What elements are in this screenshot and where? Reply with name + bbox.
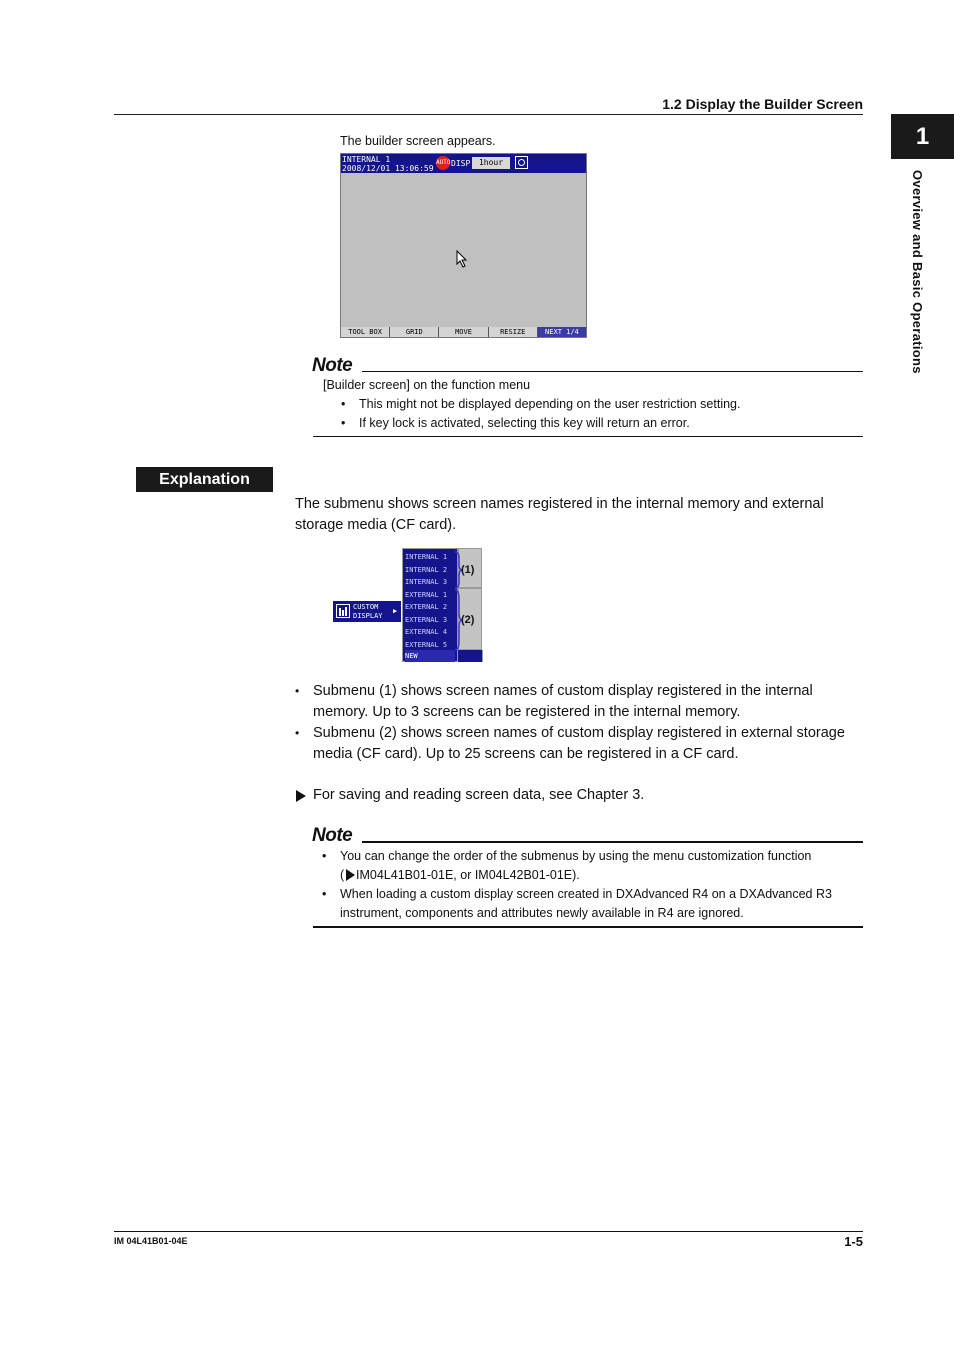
submenu-item: INTERNAL 2 [405,565,448,574]
soft-key-next: NEXT 1/4 [537,327,586,337]
hour-label: 1hour [472,157,510,169]
explanation-bullet-2a: Submenu (2) shows screen names of custom display registered in external storage [313,725,845,741]
chapter-label-text: Overview and Basic Operations [910,170,925,374]
submenu-item: EXTERNAL 1 [405,590,448,599]
note1-bullet-mark: • [341,397,346,411]
soft-key-toolbox: TOOL BOX [348,328,382,336]
reference-arrow-icon [345,868,356,882]
disp-label: DISP [451,159,471,168]
note2-bottom-rule [313,926,863,928]
menu-line-2: DISPLAY [353,612,383,620]
explanation-reference: For saving and reading screen data, see Chapter 3. [313,787,645,803]
note2-bullet-mark: • [322,849,327,863]
submenu-item: INTERNAL 1 [405,553,448,561]
note1-bottom-rule [313,436,863,437]
footer-rule [114,1231,863,1232]
submenu-item: INTERNAL 3 [405,578,448,586]
builder-caption: The builder screen appears. [340,134,496,148]
header-rule [114,114,863,115]
bullet-mark: • [295,726,300,740]
custom-display-icon [336,604,350,618]
chapter-tab: 1 [891,114,954,159]
camera-icon [515,156,528,169]
bracket-new-row [458,650,482,662]
mouse-cursor-icon [456,250,468,268]
submenu-label-2: (2) [461,614,475,626]
note2-bullet-1b: IM04L41B01-01E, or IM04L42B01-01E). [356,868,580,882]
section-title: 1.2 Display the Builder Screen [662,96,863,112]
bracket-edge [482,650,483,662]
submenu-item: EXTERNAL 4 [405,628,448,636]
bullet-mark: • [295,684,300,698]
note1-lead: [Builder screen] on the function menu [323,378,531,392]
custom-display-menu-item [333,601,401,622]
note2-heading: Note [312,825,353,846]
auto-badge: AUTO [436,156,450,170]
builder-screen-figure [340,153,587,338]
note2-bullet-1a: You can change the order of the submenus by using the menu customization function [340,849,812,863]
submenu-label-1: (1) [461,564,475,576]
menu-line-1: CUSTOM [353,603,379,611]
note2-bullet-1b-open: ( [340,868,345,882]
footer-doc-id: IM 04L41B01-04E [114,1236,188,1246]
explanation-bullet-1a: Submenu (1) shows screen names of custom display registered in the internal [313,683,813,699]
explanation-bullet-2b: media (CF card). Up to 25 screens can be registered in a CF card. [313,746,739,762]
note1-bullet-2: If key lock is activated, selecting this key will return an error. [359,416,690,430]
submenu-list [402,548,458,662]
explanation-intro-2: storage media (CF card). [295,517,457,533]
explanation-intro-1: The submenu shows screen names registered in the internal memory and external [295,496,824,512]
note2-top-rule [362,841,863,843]
submenu-item: EXTERNAL 3 [405,615,448,624]
screen-datetime: 2008/12/01 13:06:59 [342,164,434,173]
soft-key-grid: GRID [389,327,438,337]
note2-bullet-2a: When loading a custom display screen created in DXAdvanced R4 on a DXAdvanced R3 [340,887,832,901]
submenu-arrow-icon: ▶ [393,607,398,615]
soft-key-move: MOVE [438,327,487,337]
reference-arrow-icon [295,789,307,803]
explanation-bullet-1b: memory. Up to 3 screens can be registered in the internal memory. [313,704,741,720]
note2-bullet-mark: • [322,887,327,901]
submenu-item: EXTERNAL 2 [405,603,448,611]
note2-bullet-2b: instrument, components and attributes newly available in R4 are ignored. [340,906,744,920]
note1-heading: Note [312,355,353,376]
submenu-item: EXTERNAL 5 [405,640,448,649]
note1-bullet-1: This might not be displayed depending on the user restriction setting. [359,397,741,411]
note1-bullet-mark: • [341,416,346,430]
note1-top-rule [362,371,863,372]
explanation-heading: Explanation [136,467,273,492]
screen-name: INTERNAL 1 [342,155,391,164]
chapter-side-label [887,170,947,400]
page-number: 1-5 [844,1234,863,1249]
submenu-item-new: NEW [405,650,455,662]
builder-status-bar [341,154,586,173]
soft-key-resize: RESIZE [488,327,537,337]
soft-key-bar [341,327,586,337]
